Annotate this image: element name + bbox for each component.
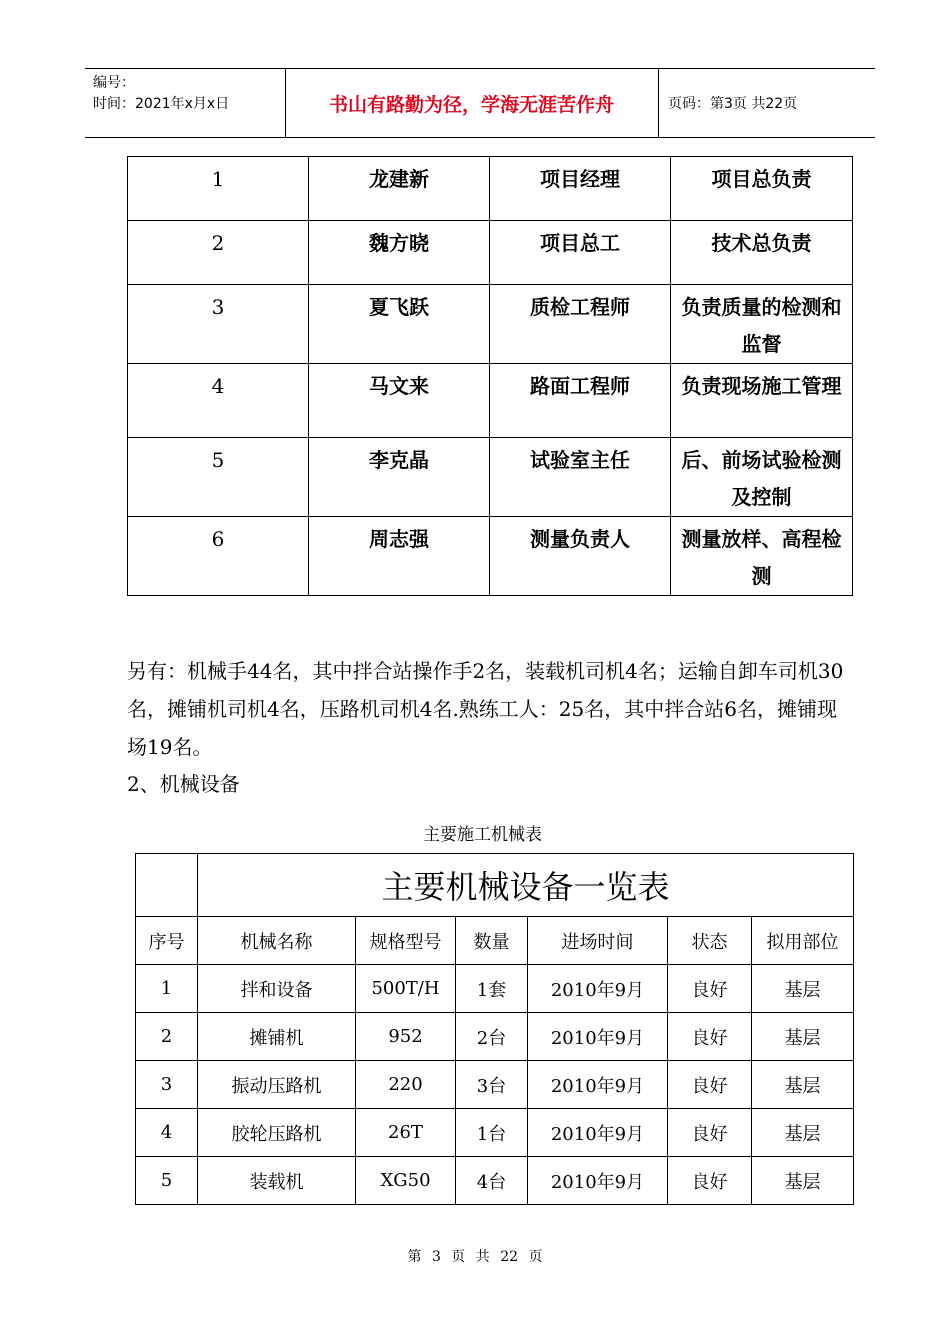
table-row: [136, 1061, 854, 1109]
cell-qty: 2台: [456, 1013, 528, 1061]
cell-status: 良好: [668, 1109, 752, 1157]
cell-status: 良好: [668, 1157, 752, 1205]
table-row: [128, 364, 853, 438]
staff-name: 龙建新: [309, 157, 490, 221]
table-row: [128, 438, 853, 517]
staff-name: 夏飞跃: [309, 285, 490, 364]
header-time-label: 时间：2021年x月x日: [93, 96, 230, 112]
cell-date: 2010年9月: [528, 1061, 668, 1109]
cell-name: 拌和设备: [198, 965, 356, 1013]
cell-no: 3: [136, 1061, 198, 1109]
cell-name: 振动压路机: [198, 1061, 356, 1109]
cell-model: 26T: [356, 1109, 456, 1157]
staff-title: 试验室主任: [490, 438, 671, 517]
table-row: [136, 965, 854, 1013]
page-footer: 第 3 页 共 22 页: [407, 1249, 543, 1265]
body-paragraph: [127, 652, 847, 766]
cell-name: 摊铺机: [198, 1013, 356, 1061]
column-header: 拟用部位: [752, 917, 854, 965]
table-row: [128, 157, 853, 221]
header-motto: 书山有路勤为径，学海无涯苦作舟: [328, 93, 614, 116]
cell-qty: 3台: [456, 1061, 528, 1109]
staff-no: 4: [128, 364, 309, 438]
paragraph-text: 另有：机械手44名，其中拌合站操作手2名，装载机司机4名；运输自卸车司机30名，摊铺机司机4名，压路机司机4名.熟练工人：25名，其中拌合站6名，摊铺现场19名。: [127, 659, 844, 759]
cell-date: 2010年9月: [528, 965, 668, 1013]
table-caption: 主要施工机械表: [423, 825, 542, 845]
cell-no: 5: [136, 1157, 198, 1205]
staff-table: [127, 156, 853, 596]
table-row: [136, 1157, 854, 1205]
cell-model: 220: [356, 1061, 456, 1109]
staff-name: 魏方晓: [309, 221, 490, 285]
cell-date: 2010年9月: [528, 1157, 668, 1205]
cell-usage: 基层: [752, 1013, 854, 1061]
cell-date: 2010年9月: [528, 1109, 668, 1157]
section-title: 2、机械设备: [127, 772, 240, 796]
cell-name: 装载机: [198, 1157, 356, 1205]
staff-duty: 测量放样、高程检测: [671, 517, 853, 596]
cell-no: 4: [136, 1109, 198, 1157]
staff-duty: 后、前场试验检测及控制: [671, 438, 853, 517]
cell-usage: 基层: [752, 1157, 854, 1205]
cell-qty: 4台: [456, 1157, 528, 1205]
column-header: 规格型号: [356, 917, 456, 965]
header-code-label: 编号：: [93, 75, 135, 91]
cell-status: 良好: [668, 965, 752, 1013]
equipment-table: [135, 853, 854, 1205]
blank-cell: [136, 854, 198, 917]
staff-title: 项目总工: [490, 221, 671, 285]
cell-usage: 基层: [752, 1109, 854, 1157]
column-header: 序号: [136, 917, 198, 965]
header-divider: [658, 69, 659, 137]
cell-model: 952: [356, 1013, 456, 1061]
staff-duty: 技术总负责: [671, 221, 853, 285]
staff-no: 6: [128, 517, 309, 596]
table-row: [128, 517, 853, 596]
staff-name: 马文来: [309, 364, 490, 438]
cell-name: 胶轮压路机: [198, 1109, 356, 1157]
cell-no: 1: [136, 965, 198, 1013]
staff-title: 质检工程师: [490, 285, 671, 364]
staff-name: 李克晶: [309, 438, 490, 517]
page-header: [85, 68, 875, 138]
cell-model: 500T/H: [356, 965, 456, 1013]
column-header: 机械名称: [198, 917, 356, 965]
staff-name: 周志强: [309, 517, 490, 596]
table-row: [136, 1013, 854, 1061]
staff-no: 5: [128, 438, 309, 517]
staff-title: 项目经理: [490, 157, 671, 221]
cell-status: 良好: [668, 1013, 752, 1061]
cell-status: 良好: [668, 1061, 752, 1109]
header-meta: [93, 73, 229, 115]
equipment-table-title: 主要机械设备一览表: [198, 854, 854, 917]
staff-no: 1: [128, 157, 309, 221]
staff-no: 3: [128, 285, 309, 364]
table-row: [136, 1109, 854, 1157]
staff-duty: 负责现场施工管理: [671, 364, 853, 438]
cell-date: 2010年9月: [528, 1013, 668, 1061]
table-row: [128, 285, 853, 364]
cell-qty: 1台: [456, 1109, 528, 1157]
cell-usage: 基层: [752, 1061, 854, 1109]
table-title-row: [136, 854, 854, 917]
cell-usage: 基层: [752, 965, 854, 1013]
column-header: 进场时间: [528, 917, 668, 965]
staff-no: 2: [128, 221, 309, 285]
table-row: [128, 221, 853, 285]
column-header: 数量: [456, 917, 528, 965]
cell-no: 2: [136, 1013, 198, 1061]
cell-model: XG50: [356, 1157, 456, 1205]
header-page-info: 页码：第3页 共22页: [668, 96, 798, 112]
staff-duty: 项目总负责: [671, 157, 853, 221]
cell-qty: 1套: [456, 965, 528, 1013]
staff-title: 测量负责人: [490, 517, 671, 596]
column-header: 状态: [668, 917, 752, 965]
staff-duty: 负责质量的检测和监督: [671, 285, 853, 364]
staff-title: 路面工程师: [490, 364, 671, 438]
table-header-row: [136, 917, 854, 965]
